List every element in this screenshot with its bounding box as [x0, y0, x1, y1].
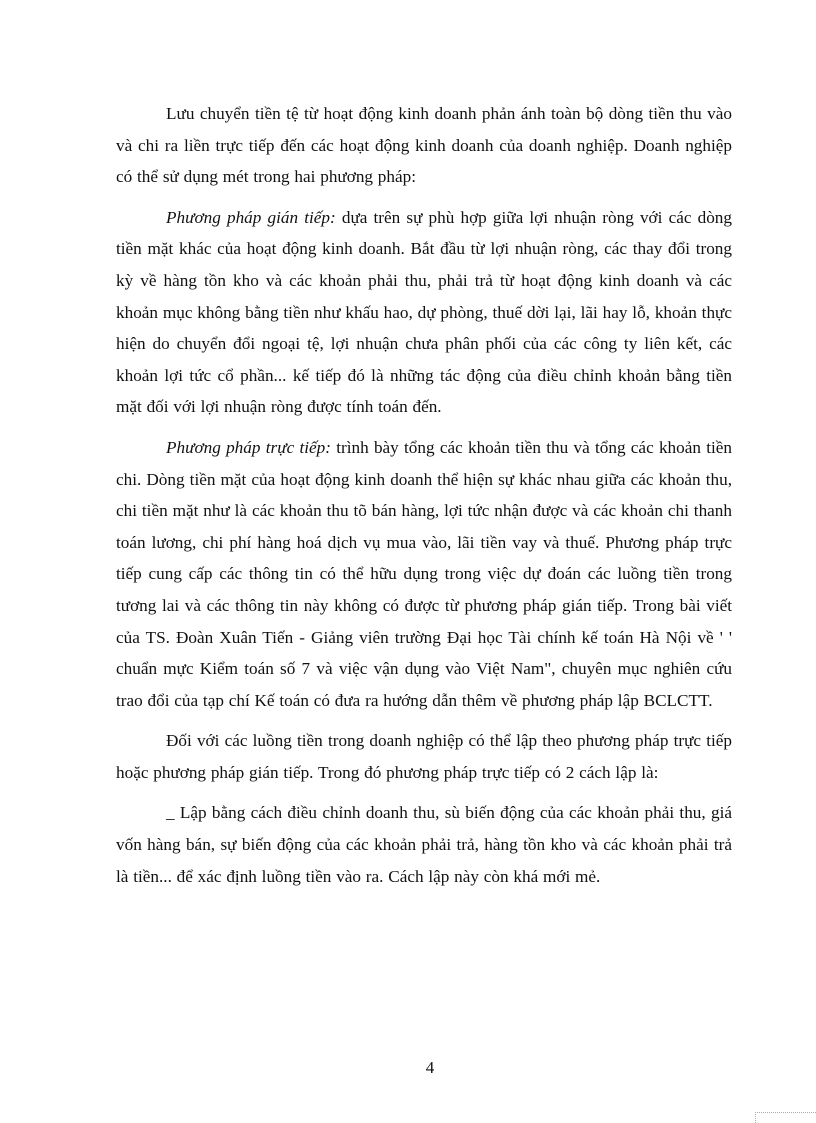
paragraph-3-lead: Phương pháp trực tiếp: — [166, 437, 331, 457]
paragraph-5-text: _ Lập bằng cách điều chỉnh doanh thu, sù biến động của các khoản phải thu, giá vốn hàng bán, sự biến động của các khoản phải trả, hàng tồn kho và các khoản phải trả là tiền... để xác định luồng tiền vào ra. Cách lập này còn khá mới mẻ. — [116, 803, 732, 886]
paragraph-2 — [116, 202, 732, 423]
page-number: 4 — [425, 1058, 435, 1077]
paragraph-4 — [116, 725, 732, 788]
paragraph-1-text: Lưu chuyển tiền tệ từ hoạt động kinh doanh phản ánh toàn bộ dòng tiền thu vào và chi ra liền trực tiếp đến các hoạt động kinh doanh của doanh nghiệp. Doanh nghiệp có thể sử dụng mét trong hai phương pháp: — [116, 104, 732, 187]
paragraph-1 — [116, 98, 732, 193]
page-corner-mark — [755, 1112, 816, 1123]
paragraph-4-text: Đối với các luồng tiền trong doanh nghiệp có thể lập theo phương pháp trực tiếp hoặc phương pháp gián tiếp. Trong đó phương pháp trực tiếp có 2 cách lập là: — [116, 731, 732, 782]
paragraph-3 — [116, 432, 732, 716]
paragraph-2-lead: Phương pháp gián tiếp: — [166, 207, 336, 227]
document-page — [116, 98, 732, 901]
paragraph-2-text: dựa trên sự phù hợp giữa lợi nhuận ròng với các dòng tiền mặt khác của hoạt động kinh doanh. Bắt đầu từ lợi nhuận ròng, các thay đổi trong kỳ về hàng tồn kho và các khoản phải thu, phải trả từ hoạt động kinh doanh và các khoản mục không bằng tiền như khấu hao, dự phòng, thuế dời lại, lãi hay lỗ, khoản thực hiện do chuyển đổi ngoại tệ, lợi nhuận chưa phân phối của các công ty liên kết, các khoản lợi tức cổ phần... kế tiếp đó là những tác động của điều chỉnh khoản bằng tiền mặt đối với lợi nhuận ròng được tính toán đến. — [116, 207, 732, 417]
paragraph-5 — [116, 797, 732, 892]
paragraph-3-text: trình bày tổng các khoản tiền thu và tổng các khoản tiền chi. Dòng tiền mặt của hoạt động kinh doanh thể hiện sự khác nhau giữa các khoản thu, chi tiền mặt như là các khoản thu tõ bán hàng, lợi tức nhận được và các khoản chi thanh toán lương, chi phí hàng hoá dịch vụ mua vào, lãi tiền vay và thuế. Phương pháp trực tiếp cung cấp các thông tin có thể hữu dụng trong việc dự đoán các luồng tiền trong tương lai và các thông tin này không có được từ phương pháp gián tiếp. Trong bài viết của TS. Đoàn Xuân Tiến - Giảng viên trường Đại học Tài chính kế toán Hà Nội về ' ' chuẩn mực Kiểm toán số 7 và việc vận dụng vào Việt Nam", chuyên mục nghiên cứu trao đổi của tạp chí Kế toán có đưa ra hướng dẫn thêm về phương pháp lập BCLCTT. — [116, 437, 732, 710]
